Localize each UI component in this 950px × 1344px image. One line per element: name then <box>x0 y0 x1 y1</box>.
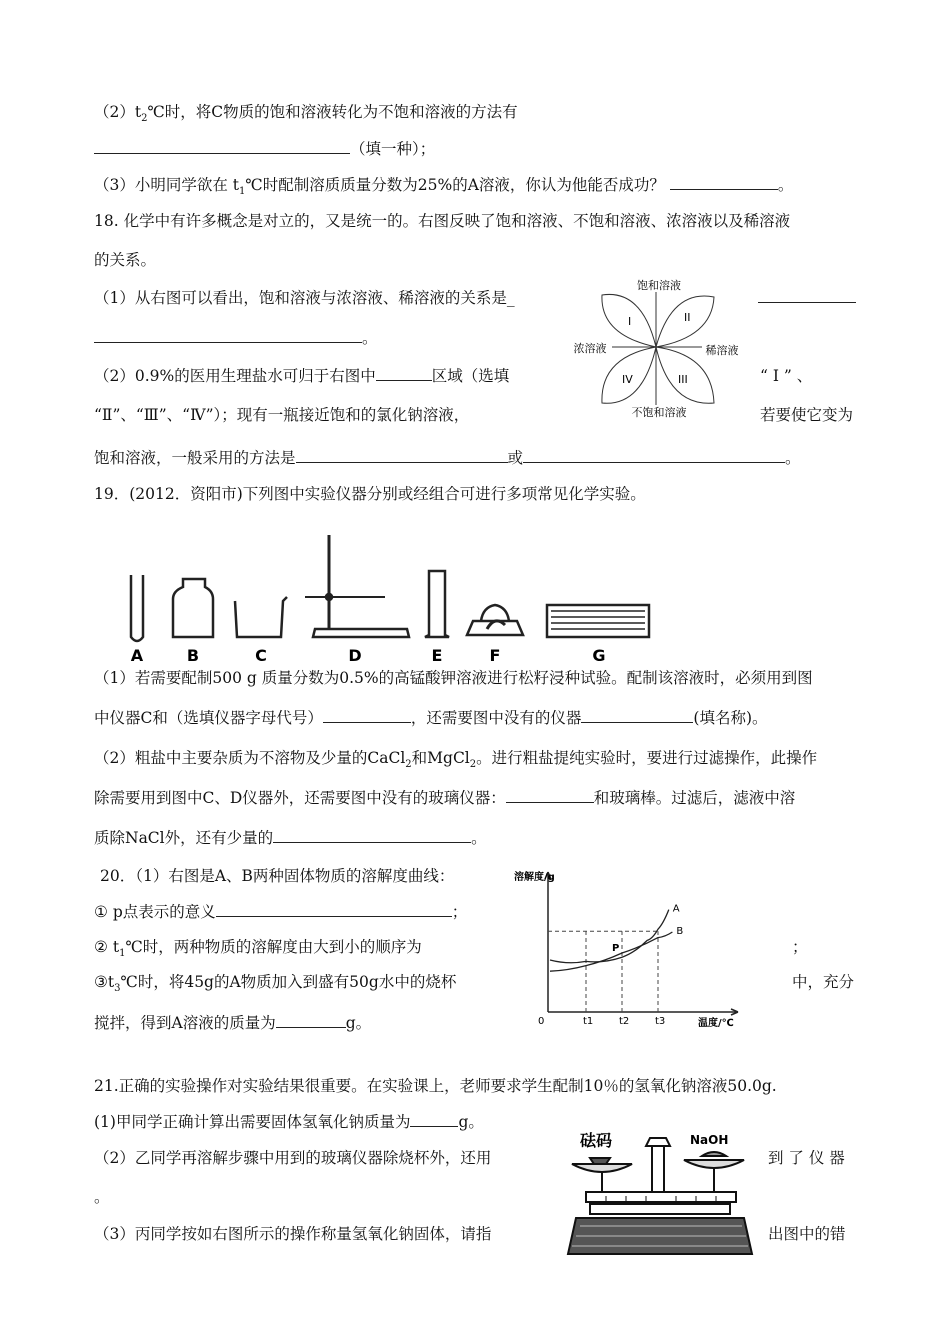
q18-intro-line1: 18. 化学中有许多概念是对立的，又是统一的。右图反映了饱和溶液、不饱和溶液、浓溶液以及稀溶液 <box>94 212 791 230</box>
q21-line5: （3）丙同学按如右图所示的操作称量氢氧化钠固体，请指 <box>94 1225 492 1243</box>
answer-blank[interactable] <box>276 1013 346 1028</box>
q20-line5: 搅拌，得到A溶液的质量为 g。 <box>94 1014 372 1032</box>
x-tick-label: t3 <box>655 1016 666 1027</box>
q17-part3: （3）小明同学欲在 $t_1℃$时配制溶质质量分数为25%的A溶液，你认为他能否成功？ 。 <box>94 176 794 198</box>
q20-line4-right: 中，充分 <box>792 973 855 991</box>
x-axis-label: 温度/℃ <box>698 1018 734 1029</box>
graduated-cylinder-icon <box>425 571 449 637</box>
q17-part2-line1: $(2)t_2℃$时，将C物质的饱和溶液转化为不饱和溶液的方法有 <box>94 103 518 125</box>
q19-part2-line2: 除需要用到图中C、D仪器外，还需要图中没有的玻璃仪器： 和玻璃棒。过滤后，滤液中溶 <box>94 789 796 807</box>
region-II: II <box>684 311 691 324</box>
answer-blank[interactable] <box>523 448 785 463</box>
apparatus-label-C: C <box>255 646 267 665</box>
q21-line5-right: 出图中的错 <box>768 1225 846 1243</box>
q19-part1-line2: 中仪器C和（选填仪器字母代号） ，还需要图中没有的仪器 (填名称)。 <box>94 709 768 727</box>
q18-part2-line3: 饱和溶液，一般采用的方法是 或 。 <box>94 449 801 467</box>
q21-line1: 21.正确的实验操作对实验结果很重要。在实验课上，老师要求学生配制10％的氢氧化钠溶液50.0g. <box>94 1077 777 1095</box>
region-IV: IV <box>622 373 633 386</box>
label-saturated: 饱和溶液 <box>637 279 681 292</box>
x-tick-label: 0 <box>538 1016 545 1027</box>
apparatus-label-D: D <box>348 646 362 665</box>
lab-apparatus-figure <box>115 525 660 665</box>
balance-scale-figure <box>566 1126 756 1261</box>
q18-part2-right: “ Ⅰ ” 、 <box>760 367 813 385</box>
answer-blank[interactable] <box>376 366 432 381</box>
q18-intro-line2: 的关系。 <box>94 251 157 269</box>
y-axis-label: 溶解度/g <box>514 872 555 883</box>
q19-part1-line1: （1）若需要配制500 g 质量分数为0.5%的高锰酸钾溶液进行松籽浸种试验。配制该溶液时，必须用到图 <box>94 669 813 687</box>
balance-left-label: 砝码 <box>580 1131 613 1150</box>
solution-relationship-diagram <box>572 275 752 420</box>
test-tube-icon <box>131 575 143 641</box>
balance-scale-icon <box>568 1138 752 1254</box>
q20-line4: $③t_3℃$时，将45g的A物质加入到盛有50g水中的烧杯 <box>94 973 457 995</box>
series-label-B: B <box>676 926 684 937</box>
answer-blank[interactable] <box>296 448 508 463</box>
q21-line4: 。 <box>94 1188 110 1206</box>
q20-line3: ② $t_1℃$时，两种物质的溶解度由大到小的顺序为 <box>94 938 422 960</box>
q21-line3-right: 到 了 仪 器 <box>768 1149 845 1167</box>
x-tick-label: t2 <box>619 1016 630 1027</box>
label-dilute: 稀溶液 <box>705 344 739 357</box>
apparatus-label-G: G <box>592 646 606 665</box>
answer-blank[interactable] <box>323 708 411 723</box>
apparatus-label-A: A <box>130 646 144 665</box>
apparatus-label-F: F <box>489 646 501 665</box>
curve-A <box>550 910 669 963</box>
answer-blank[interactable] <box>94 139 350 154</box>
answer-blank[interactable] <box>410 1112 458 1127</box>
answer-blank[interactable] <box>216 902 452 917</box>
q18-part2-line2: “Ⅱ”、“Ⅲ”、“Ⅳ”）；现有一瓶接近饱和的氯化钠溶液， <box>94 406 470 424</box>
q18-part1-blank-right <box>758 288 856 308</box>
answer-blank[interactable] <box>670 175 778 190</box>
label-unsaturated: 不饱和溶液 <box>631 406 687 419</box>
apparatus-label-B: B <box>186 646 200 665</box>
q20-line1: 20．（1）右图是A、B两种固体物质的溶解度曲线： <box>100 867 455 885</box>
water-trough-icon <box>547 605 649 637</box>
answer-blank[interactable] <box>581 708 693 723</box>
answer-blank[interactable] <box>273 828 471 843</box>
q21-line2: (1)甲同学正确计算出需要固体氢氧化钠质量为 g。 <box>94 1113 484 1131</box>
q17-part2-line2: （填一种）； <box>94 139 435 159</box>
answer-blank[interactable] <box>94 328 362 343</box>
region-III: III <box>678 373 688 386</box>
point-P-label: P <box>612 943 620 954</box>
q18-part2-line2-right: 若要使它变为 <box>760 406 854 424</box>
q19-part2-line3: 质除NaCl外，还有少量的 。 <box>94 829 487 847</box>
beaker-icon <box>235 597 287 637</box>
answer-blank[interactable] <box>758 288 856 303</box>
q19-part2-line1: （2）粗盐中主要杂质为不溶物及少量的CaCl$_2$和MgCl$_2$。进行粗盐提纯实验时，要进行过滤操作，此操作 <box>94 749 818 771</box>
weighing-apparatus-icon <box>467 621 523 635</box>
series-label-A: A <box>672 903 680 915</box>
answer-blank[interactable] <box>506 788 594 803</box>
reagent-bottle-icon <box>173 579 213 637</box>
q20-line2: ① p点表示的意义 ； <box>94 903 468 921</box>
q21-line3: （2）乙同学再溶解步骤中用到的玻璃仪器除烧杯外，还用 <box>94 1149 492 1167</box>
label-concentrated: 浓溶液 <box>573 342 607 355</box>
q18-part1-line2: 。 <box>94 328 378 348</box>
balance-right-label: NaOH <box>690 1133 729 1147</box>
solubility-curve-chart <box>512 862 750 1030</box>
x-tick-label: t1 <box>583 1016 594 1027</box>
q18-part2-line1: （2）0.9%的医用生理盐水可归于右图中 区域（选填 <box>94 367 510 385</box>
apparatus-label-E: E <box>431 646 443 665</box>
q18-part1: （1）从右图可以看出，饱和溶液与浓溶液、稀溶液的关系是_ <box>94 289 515 307</box>
q19-intro: 19．(2012．资阳市)下列图中实验仪器分别或经组合可进行多项常见化学实验。 <box>94 485 646 503</box>
q20-line3-right: ； <box>792 938 808 956</box>
region-I: I <box>628 315 632 328</box>
